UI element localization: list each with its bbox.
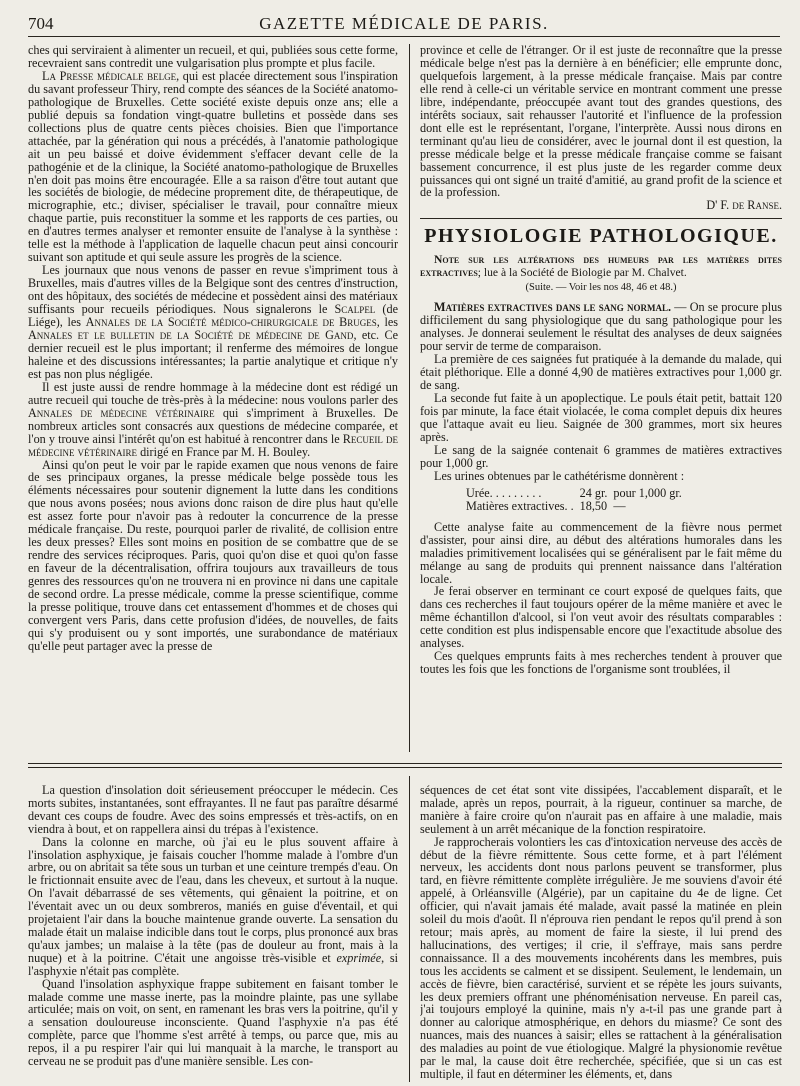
paragraph: province et celle de l'étranger. Or il est juste de reconnaître que la presse médicale belge n'est pas la dernière à en bénéficier; elle emprunte donc, quelquefois largement, à la presse médicale française. Mais par contre elle rend à celle-ci un véritable service en montrant comment une presse libre, indépendante, préoccupée avant tout des grandes questions, des intérêts sociaux, sait rehausser l'autorité et l'influence de la profession dont elle est le représentant, l'organe, l'interprète. Aussi nous dirons en terminant qu'au lieu de considérer, avec le journal dont il est question, la presse médicale belge et la presse médicale française comme se faisant bassement concurrence, il est plus juste de les regarder comme deux puissances qui ont signé un traité d'amitié, au grand profit de la science et de la profession. [420, 44, 782, 200]
feuilleton-rule [28, 763, 782, 764]
continuation-note: (Suite. — Voir les nos 48, 46 et 48.) [525, 282, 677, 294]
column-divider [409, 44, 410, 752]
paragraph: Quand l'insolation asphyxique frappe subitement en faisant tomber le malade comme une masse inerte, pas la moindre plainte, pas une syllabe articulée; mais on voit, on sent, en ramenant les bras vers la poitrine, qu'il y a sensation douloureuse inconsciente. Quand l'asphyxie n'a pas été complète, parce que l'homme s'est arrêté à temps, ou parce que, mis au repos, il a pu respirer l'air qui lui manquait à la marche, le transport au cerveau ne se produit pas d'une manière sensible. Les con- [28, 976, 398, 1069]
journal-name: Annales de médecine vétérinaire [28, 405, 215, 420]
paragraph-text: , les [376, 315, 398, 330]
paragraph: La première de ces saignées fut pratiquée à la demande du malade, qui était pléthorique. Elle a donné 4,90 de matières extractives pour 1,000 gr. de sang. [420, 352, 782, 393]
table-cell-value: 18,50 [579, 498, 608, 513]
journal-name: Annales de la Société médico-chirurgicale de Bruges [85, 315, 377, 330]
table-cell-label: Urée. . . . . . . . . [466, 485, 542, 500]
paragraph: ches qui serviraient à alimenter un recueil, et qui, publiées sous cette forme, recevraient sans contredit une vulgarisation plus prompte et plus facile. [28, 44, 398, 70]
page-header [28, 14, 780, 37]
journal-name: Recueil de médecine vétérinaire [28, 431, 398, 459]
article-title: Note sur les altérations des humeurs par les matières dites extractives [420, 253, 782, 280]
feuilleton-rule [28, 767, 782, 768]
paragraph: Le sang de la saignée contenait 6 grammes de matières extractives pour 1,000 gr. [420, 442, 782, 470]
journal-name: La Presse médicale belge [42, 68, 177, 83]
results-table [466, 487, 688, 513]
table-row [466, 500, 688, 513]
column-lower-left [28, 784, 398, 1080]
paragraph [420, 301, 782, 353]
paragraph-text: , si l'asphyxie n'était pas complète. [28, 950, 398, 978]
paragraph [28, 70, 398, 264]
journal-title: GAZETTE MÉDICALE DE PARIS. [259, 14, 549, 33]
paragraph: Ainsi qu'on peut le voir par le rapide examen que nous venons de faire de ses principaux organes, la presse médicale belge possède tous les éléments nécessaires pour soutenir dignement la lutte dans les conditions que nous avons posées; nous avions donc raison de dire plus haut qu'elle est assez forte pour n'avoir pas à redouter la concurrence de la presse médicale française. Du reste, pourquoi parler de rivalité, de collision entre les deux presses? Elles sont moins en position de se combattre que de se rendre des services réciproques. Paris, quoi qu'on dise et quoi qu'on fasse en faveur de la décentralisation, offrira toujours aux travailleurs de tous genres des ressources qu'on ne trouvera ni en province ni dans une capitale de second ordre. La presse médicale, comme la presse scientifique, comme la presse politique, trouve dans cet entassement d'hommes et de choses qui convergent vers Paris, dans cette profusion d'idées, de nouvelles, de faits qui s'y produisent ou y sont importés, une surabondance de matériaux qu'elle peut partager avec la presse de [28, 457, 398, 653]
subsection-heading: Matières extractives dans le sang normal. [434, 300, 672, 315]
emphasis: exprimée [336, 950, 382, 965]
section-title: PHYSIOLOGIE PATHOLOGIQUE. [424, 225, 778, 248]
table-cell-value: 24 gr. [579, 485, 608, 500]
column-divider [409, 776, 410, 1082]
paragraph: Cette analyse faite au commencement de la fièvre nous permet d'assister, pour ainsi dire, au début des altérations humorales dans les maladies primitivement localisées qui se généralisent par le fait même du mélange au sang de produits qui prennent naissance dans l'altération locale. [420, 519, 782, 586]
paragraph [28, 381, 398, 459]
table-row [466, 487, 688, 500]
paragraph-text: Il est juste aussi de rendre hommage à la médecine dont est rédigé un autre recueil qui touche de très-près à la médecine: nous voulons parler des [28, 379, 398, 407]
journal-name: Annales et le bulletin de la Société de médecine de Gand [28, 327, 354, 342]
paragraph-text: Dans la colonne en marche, où j'ai eu le plus souvent affaire à l'insolation asphyxique, je faisais coucher l'homme malade à l'ombre d'un arbre, ou on abritait sa tête sous un turban et une ceinture trempés d'eau. On le frictionnait ensuite avec de l'eau, dans les cheveux, et surtout à la nuque. On l'avait débarrassé de ses vêtements, qui gênaient la poitrine, et on l'éventait avec un ou deux sombreros, maniés en guise d'éventail, et qui projetaient l'air dans la bouche maintenue grande ouverte. La sensation du malade était un malaise indicible dans tout le corps, plus prononcé aux bras qu'aux jambes; un malaise à la tête (pas de douleur au front, mais à la nuque) et à la poitrine. C'était une angoisse très-visible et [28, 834, 398, 965]
paragraph-text: Les journaux que nous venons de passer en revue s'impriment tous à Bruxelles, mais d'autres villes de la Belgique sont des centres d'instruction, ont des hôpitaux, des sociétés de médecine et possèdent ainsi des matériaux suffisants pour recueils périodiques. Nous signalerons le [28, 263, 398, 317]
table-cell-unit: — [613, 498, 626, 513]
paragraph: Les urines obtenues par le cathétérisme donnèrent : [434, 468, 685, 483]
paragraph: La seconde fut faite à un apoplectique. Le pouls était petit, battait 120 fois par minute, la face était violacée, le coma complet depuis dix heures que l'attaque avait eu lieu. Saignée de 300 grammes, mort six heures après. [420, 391, 782, 444]
paragraph [28, 836, 398, 978]
journal-name: Scalpel [334, 302, 376, 317]
paragraph: La question d'insolation doit sérieusement préoccuper le médecin. Ces morts subites, instantanées, sont effrayantes. Il ne faut pas paraître désarmé devant ces coups de foudre. Avec des soins empressés et très-actifs, on en viendra à bout, et on rappellera ainsi du trépas à l'existence. [28, 784, 398, 836]
page-number: 704 [28, 14, 54, 33]
author-signature: D' F. de Ranse. [706, 198, 782, 213]
column-upper-left [28, 44, 398, 750]
article-heading [420, 253, 782, 279]
paragraph-text: — On se procure plus difficilement du sang physiologique que du sang pathologique pour les analyses. Je donnerai seulement le résultat des analyses de deux saignées pour servir de terme de comparaison. [420, 300, 782, 354]
table-cell-label: Matières extractives. . [466, 498, 574, 513]
paragraph-text: , etc. Ce dernier recueil est le plus important; il renferme des mémoires de longue haleine et des discussions intéressantes; la partie analytique et critique n'y est pas non plus négligée. [28, 327, 398, 381]
table-cell-unit: pour 1,000 gr. [613, 485, 682, 500]
paragraph-text: qui s'impriment à Bruxelles. De nombreux articles sont consacrés aux questions de médecine comparée, et l'on y trouve ainsi l'intérêt qu'on est habitué à rencontrer dans le [28, 405, 398, 446]
paragraph-text: , qui est placée directement sous l'inspiration du savant professeur Thiry, rend compte des séances de la Société anatomo-pathologique de Bruxelles. Cette société existe depuis onze ans; elle a publié depuis sa fondation vingt-quatre bulletins et possède dans ses collections plus de quatre cents pièces choisies. Bien que l'importance attachée, par la génération qui nous a précédés, à l'anatomie pathologique ait un peu baissé et doive évidemment s'effacer devant celle de la pathogénie et de la clinique, la Société anatomo-pathologique de Bruxelles n'en doit pas moins être encouragée. Elle a sa raison d'être tout autant que les sociétés de biologie, de médecine proprement dite, de thérapeutique, de micrographie, etc.; diviser, spécialiser le travail, pour connaître mieux chaque partie, puis reconstituer la somme et les rapports de ces parties, ou en d'autres termes analyser et remonter ensuite de l'analyse à la synthèse : telle est la méthode à l'application de laquelle chacun peut ainsi concourir suivant son aptitude et qui seule assure les progrès de la science. [28, 68, 398, 265]
paragraph: séquences de cet état sont vite dissipées, l'accablement disparaît, et le malade, après un repos, pourrait, à la rigueur, continuer sa marche, de manière à faire croire qu'on n'aurait pas en affaire à une maladie, mais seulement à un arrêt mécanique de la fonction respiratoire. [420, 784, 782, 836]
paragraph-text: (de Liége), les [28, 302, 398, 330]
paragraph-text: dirigé en France par M. H. Bouley. [137, 444, 311, 459]
article-byline: ; lue à la Société de Biologie par M. Chalvet. [477, 266, 687, 280]
column-lower-right [420, 784, 782, 1080]
column-upper-right [420, 44, 782, 750]
section-rule [420, 218, 782, 219]
paragraph: Ces quelques emprunts faits à mes recherches tendent à prouver que toutes les fois que les fonctions de l'organisme sont troublées, il [420, 649, 782, 677]
paragraph: Je rapprocherais volontiers les cas d'intoxication nerveuse des accès de début de la fièvre rémittente. Sous cette forme, et à part l'élément nerveux, les accidents dont nous parlons peuvent se transformer, plus tard, en fièvre rémittente complète irrégulière. Je me souviens d'avoir été appelé, à Orléansville (Algérie), par un capitaine du 4e de ligne. Cet officier, qui n'avait jamais été malade, avait passé la matinée en plein soleil du mois d'août. Il n'éprouva rien pendant le repos qu'il prend à son retour; mais après, au moment de faire la sieste, il lui prend des hallucinations, des vertiges; il crie, il s'effraye, mais sans perdre connaissance. Il a des mouvements incohérents dans les membres, puis tous les accidents se calment et se dissipent. Seulement, le lendemain, un accès de fièvre, bien caractérisé, survient et se répète les jours suivants, les deux premiers offrant une phénoménisation nerveuse. En pareil cas, j'ai toujours employé la quinine, mais n'y a-t-il pas une grande part à donner au calorique atmosphérique, en dehors du miasme? Ce sont des nuances, mais des nuances à saisir; elles se rattachent à la généralisation des maladies au point de vue étiologique. Malgré la physionomie revêtue par le mal, la cause doit être recherchée, spécifiée, que si un cas est multiple, il faut en déterminer les éléments, et, dans [420, 834, 782, 1080]
paragraph: Je ferai observer en terminant ce court exposé de quelques faits, que dans ces recherches il faut toujours opérer de la même manière et avec le même échantillon d'alcool, si l'on veut avoir des résultats comparables : cette condition est plus indispensable encore que l'exactitude absolue des analyses. [420, 584, 782, 651]
paragraph [28, 264, 398, 381]
